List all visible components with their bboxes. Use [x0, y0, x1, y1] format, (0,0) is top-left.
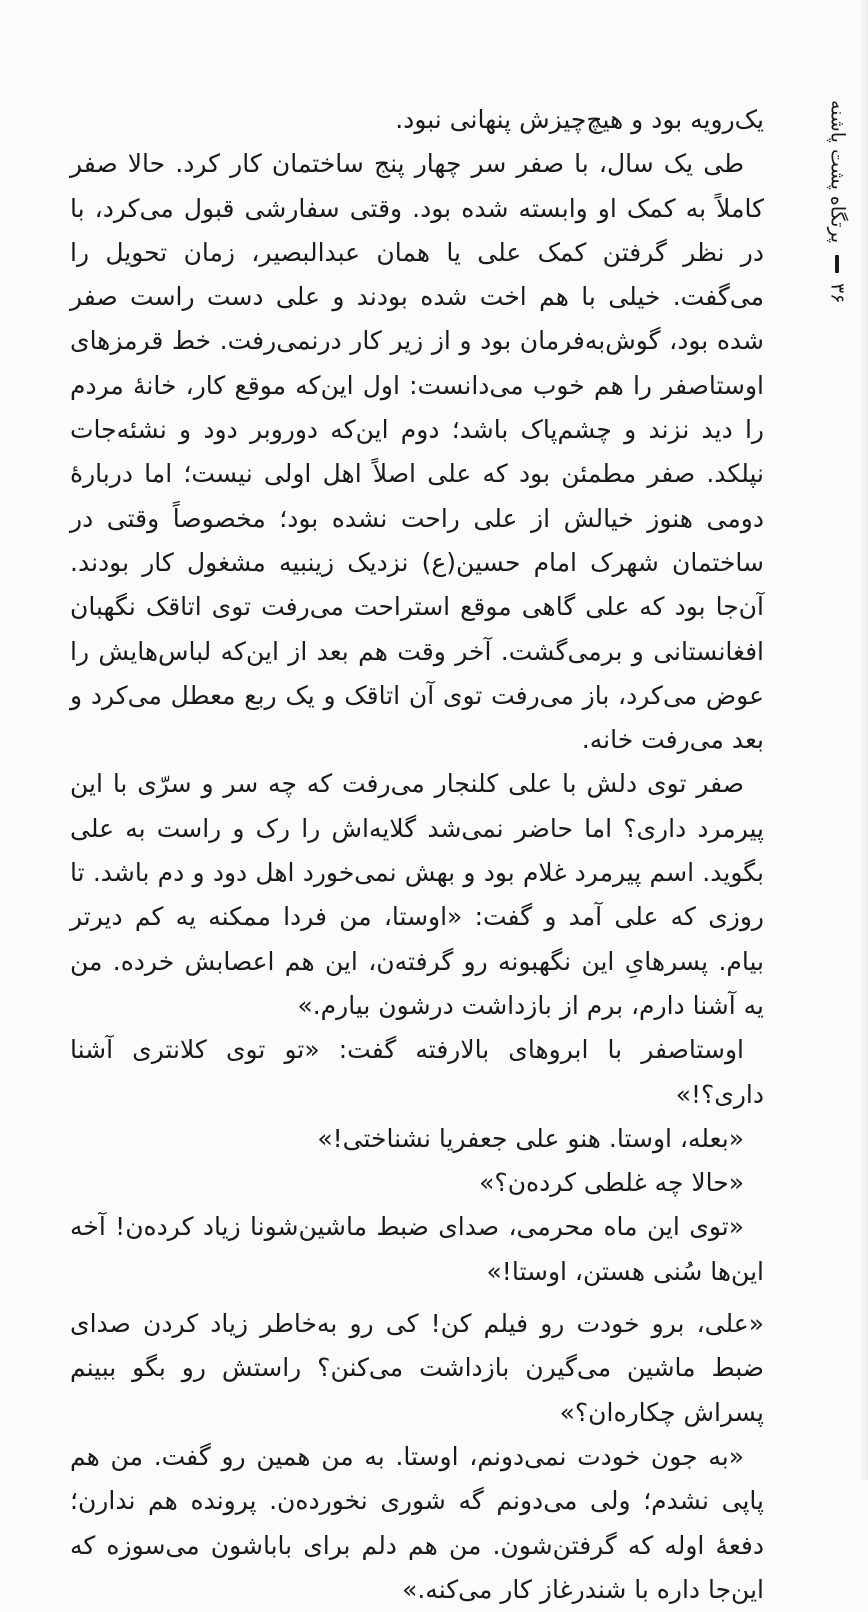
paragraph-continuation: یک‌رویه بود و هیچ‌چیزش پنهانی نبود.: [395, 105, 764, 134]
body-text: [70, 98, 764, 1612]
dialogue-line: «به جون خودت نمی‌دونم، اوستا. به من همین رو گفت. من هم پاپی نشدم؛ ولی می‌دونم گه شوری نخورده‌ن. پرونده هم ندارن؛ دفعهٔ اوله که گرفتن‌شون. من هم دلم برای باباشون می‌سوزه که این‌جا داره با شندرغاز کار می‌کنه.»: [70, 1441, 764, 1604]
book-title: پرتگاه پشت پاشنه: [826, 100, 849, 244]
dialogue-line: «توی این ماه محرمی، صدای ضبط ماشین‌شونا زیاد کرده‌ن! آخه این‌ها سُنی هستن، اوستا!»: [70, 1212, 764, 1286]
dialogue-line: اوستاصفر با ابروهای بالارفته گفت: «تو توی کلانتری آشنا داری؟!»: [70, 1035, 764, 1109]
paragraph: صفر توی دلش با علی کلنجار می‌رفت که چه سر و سرّی با این پیرمرد داری؟ اما حاضر نمی‌شد گلایه‌اش را رک و راست به علی بگوید. اسم پیرمرد غلام بود و بهش نمی‌خورد اهل دود و دم باشد. تا روزی که علی آمد و گفت: «اوستا، من فردا ممکنه یه کم دیرتر بیام. پسرهایِ این نگهبونه رو گرفته‌ن، این هم اعصابش خرده. من یه آشنا دارم، برم از بازداشت درشون بیارم.»: [70, 769, 764, 1020]
page-number: ۳۶: [826, 283, 849, 304]
running-header: [812, 100, 862, 360]
dialogue-line: «حالا چه غلطی کرده‌ن؟»: [479, 1168, 744, 1198]
dialogue-line: «علی، برو خودت رو فیلم کن! کی رو به‌خاطر زیاد کردن صدای ضبط ماشین می‌گیرن بازداشت می‌کنن؟ راستش رو بگو ببینم پسراش چکاره‌ان؟»: [70, 1309, 764, 1427]
dialogue-line: «بعله، اوستا. هنو علی جعفریا نشناختی!»: [317, 1123, 744, 1153]
paragraph: طی یک سال، با صفر سر چهار پنج ساختمان کار کرد. حالا صفر کاملاً به کمک او وابسته شده بود. وقتی سفارشی قبول می‌کرد، با در نظر گرفتن کمک علی یا همان عبدالبصیر، زمان تحویل را می‌گفت. خیلی با هم اخت شده بودند و علی دست راست صفر شده بود، گوش‌به‌فرمان بود و از زیر کار درنمی‌رفت. خط قرمزهای اوستاصفر را هم خوب می‌دانست: اول این‌که موقع کار، خانهٔ مردم را دید نزند و چشم‌پاک باشد؛ دوم این‌که دوروبر دود و نشئه‌جات نپلکد. صفر مطمئن بود که علی اصلاً اهل اولی نیست؛ اما دربارهٔ دومی هنوز خیالش از علی راحت نشده بود؛ مخصوصاً وقتی در ساختمان شهرک امام حسین(ع) نزدیک زینبیه مشغول کار بودند. آن‌جا بود که علی گاهی موقع استراحت می‌رفت توی اتاقک نگهبان افغانستانی و برمی‌گشت. آخر وقت هم بعد از این‌که لباس‌هایش را عوض می‌کرد، باز می‌رفت توی آن اتاقک و یک ربع معطل می‌کرد و بعد می‌رفت خانه.: [70, 149, 764, 755]
header-divider: [835, 255, 839, 273]
